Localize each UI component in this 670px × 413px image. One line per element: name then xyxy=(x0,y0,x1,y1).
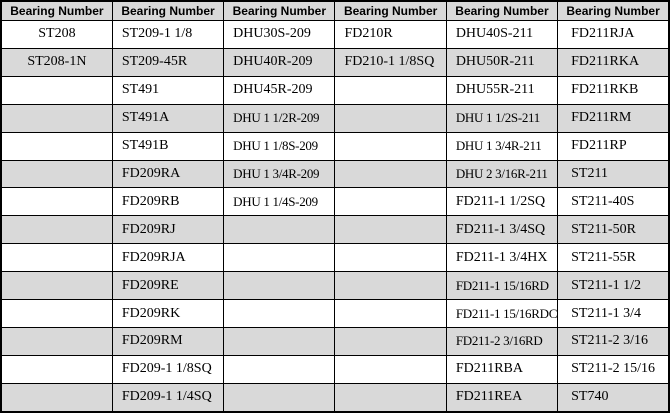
empty-cell xyxy=(1,104,112,132)
empty-cell xyxy=(224,383,335,412)
table-row xyxy=(1,104,669,132)
table-cell: DHU 1 3/4R-209 xyxy=(224,160,335,188)
header-row xyxy=(1,1,669,21)
empty-cell xyxy=(335,355,446,383)
empty-cell xyxy=(224,300,335,328)
table-cell: FD211REA xyxy=(446,383,557,412)
empty-cell xyxy=(224,355,335,383)
table-cell: ST211-2 3/16 xyxy=(558,327,669,355)
table-cell: FD211RBA xyxy=(446,355,557,383)
table-cell: DHU40R-209 xyxy=(224,48,335,76)
table-cell: FD209-1 1/8SQ xyxy=(112,355,223,383)
empty-cell xyxy=(335,327,446,355)
table-cell: FD211RKB xyxy=(558,76,669,104)
empty-cell xyxy=(335,132,446,160)
table-cell: FD211-1 1/2SQ xyxy=(446,188,557,216)
table-cell: FD211-1 15/16RD xyxy=(446,272,557,300)
table-cell: FD210-1 1/8SQ xyxy=(335,48,446,76)
table-row xyxy=(1,188,669,216)
table-cell: DHU50R-211 xyxy=(446,48,557,76)
table-cell: FD209RE xyxy=(112,272,223,300)
empty-cell xyxy=(1,272,112,300)
table-row xyxy=(1,160,669,188)
table-cell: ST209-45R xyxy=(112,48,223,76)
table-row xyxy=(1,76,669,104)
table-cell: ST211-50R xyxy=(558,216,669,244)
table-cell: DHU 1 1/4S-209 xyxy=(224,188,335,216)
table-cell: ST491A xyxy=(112,104,223,132)
column-header: Bearing Number xyxy=(446,1,557,21)
column-header: Bearing Number xyxy=(224,1,335,21)
empty-cell xyxy=(1,132,112,160)
table-cell: ST208 xyxy=(1,21,112,49)
table-cell: FD211-1 15/16RDC xyxy=(446,300,557,328)
table-cell: DHU55R-211 xyxy=(446,76,557,104)
table-row xyxy=(1,355,669,383)
table-cell: ST211-2 15/16 xyxy=(558,355,669,383)
table-cell: FD209RM xyxy=(112,327,223,355)
table-cell: ST211-1 3/4 xyxy=(558,300,669,328)
table-body xyxy=(1,21,669,413)
empty-cell xyxy=(1,160,112,188)
table-cell: FD209RJA xyxy=(112,244,223,272)
column-header: Bearing Number xyxy=(558,1,669,21)
empty-cell xyxy=(224,272,335,300)
table-row xyxy=(1,272,669,300)
table-cell: FD211-1 3/4SQ xyxy=(446,216,557,244)
table-row xyxy=(1,300,669,328)
table-cell: ST211-55R xyxy=(558,244,669,272)
table-cell: ST491 xyxy=(112,76,223,104)
empty-cell xyxy=(1,300,112,328)
table-row xyxy=(1,327,669,355)
empty-cell xyxy=(1,188,112,216)
table-cell: ST211-40S xyxy=(558,188,669,216)
empty-cell xyxy=(335,300,446,328)
table-cell: ST740 xyxy=(558,383,669,412)
empty-cell xyxy=(335,272,446,300)
table-cell: FD209RJ xyxy=(112,216,223,244)
table-cell: FD211RP xyxy=(558,132,669,160)
empty-cell xyxy=(335,188,446,216)
empty-cell xyxy=(1,355,112,383)
table-cell: FD209RB xyxy=(112,188,223,216)
empty-cell xyxy=(1,216,112,244)
table-cell: DHU 2 3/16R-211 xyxy=(446,160,557,188)
table-cell: FD211RM xyxy=(558,104,669,132)
table-cell: DHU45R-209 xyxy=(224,76,335,104)
empty-cell xyxy=(335,244,446,272)
table-cell: ST211-1 1/2 xyxy=(558,272,669,300)
table-row xyxy=(1,48,669,76)
table-cell: FD211RKA xyxy=(558,48,669,76)
empty-cell xyxy=(224,327,335,355)
empty-cell xyxy=(335,383,446,412)
table-cell: ST211 xyxy=(558,160,669,188)
table-cell: ST491B xyxy=(112,132,223,160)
column-header: Bearing Number xyxy=(1,1,112,21)
column-header: Bearing Number xyxy=(335,1,446,21)
empty-cell xyxy=(224,244,335,272)
table-cell: FD211-2 3/16RD xyxy=(446,327,557,355)
empty-cell xyxy=(1,327,112,355)
table-cell: ST208-1N xyxy=(1,48,112,76)
table-row xyxy=(1,244,669,272)
table-row xyxy=(1,21,669,49)
table-cell: DHU30S-209 xyxy=(224,21,335,49)
empty-cell xyxy=(1,244,112,272)
table-cell: FD211-1 3/4HX xyxy=(446,244,557,272)
empty-cell xyxy=(335,216,446,244)
table-cell: FD209RK xyxy=(112,300,223,328)
empty-cell xyxy=(335,76,446,104)
table-cell: FD209RA xyxy=(112,160,223,188)
empty-cell xyxy=(1,76,112,104)
column-header: Bearing Number xyxy=(112,1,223,21)
table-cell: DHU 1 1/2R-209 xyxy=(224,104,335,132)
table-cell: DHU 1 3/4R-211 xyxy=(446,132,557,160)
table-cell: DHU 1 1/2S-211 xyxy=(446,104,557,132)
table-row xyxy=(1,216,669,244)
table-row xyxy=(1,383,669,412)
table-cell: FD209-1 1/4SQ xyxy=(112,383,223,412)
table-cell: FD210R xyxy=(335,21,446,49)
empty-cell xyxy=(1,383,112,412)
table-cell: ST209-1 1/8 xyxy=(112,21,223,49)
table-cell: DHU 1 1/8S-209 xyxy=(224,132,335,160)
empty-cell xyxy=(224,216,335,244)
table-cell: FD211RJA xyxy=(558,21,669,49)
empty-cell xyxy=(335,160,446,188)
table-row xyxy=(1,132,669,160)
table-cell: DHU40S-211 xyxy=(446,21,557,49)
table-header xyxy=(1,1,669,21)
empty-cell xyxy=(335,104,446,132)
